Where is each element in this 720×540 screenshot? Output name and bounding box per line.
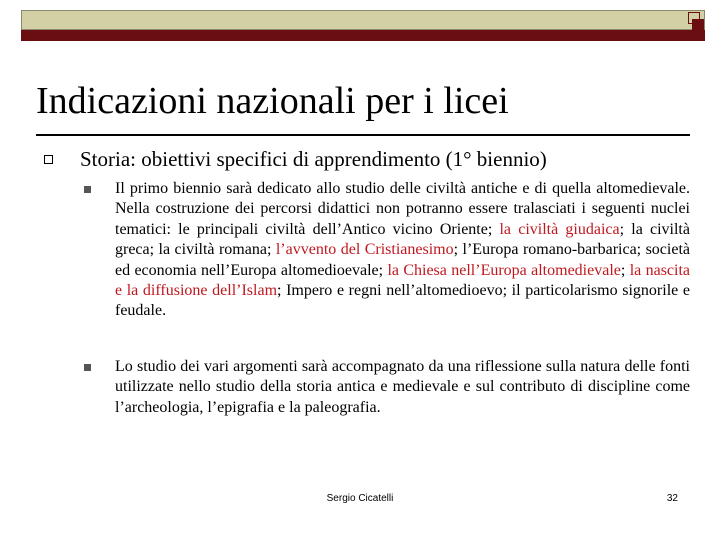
filled-square-bullet-icon [84, 364, 91, 371]
paragraph-1-text-2: ; la civiltà greca; la civiltà romana; [115, 220, 690, 259]
paragraph-1-text-3: ; l’Europa romano-barbarica; società ed economia nell’Europa altomedioevale; [115, 241, 690, 279]
paragraph-1-text-5: ; Impero e regni nell’altomedioevo; il particolarismo signorile e feudale. [115, 282, 690, 320]
square-bullet-icon [44, 155, 53, 164]
paragraph-2: Lo studio dei vari argomenti sarà accompagnato da una riflessione sulla natura delle fonti utilizzate nello studio della storia antica e medievale e sul contributo di discipline come l’archeologia, l’epigrafia e la paleografia. [115, 358, 690, 416]
paragraph-1-text-4: ; [620, 261, 630, 279]
highlight-islam: la nascita e la diffusione dell’Islam [115, 261, 691, 300]
slide-title: Indicazioni nazionali per i licei [36, 80, 509, 122]
header-bar-dark-stripe [21, 30, 705, 41]
bullet-level1-text: Storia: obiettivi specifici di apprendimento (1° biennio) [80, 147, 547, 171]
highlight-cristianesimo: l’avvento del Cristianesimo [275, 241, 454, 259]
paragraph-1 [115, 179, 690, 322]
footer-author: Sergio Cicatelli [326, 493, 394, 504]
paragraph-1-text-1: Il primo biennio sarà dedicato allo studio delle civiltà antiche e di quella altomedievale. Nella costruzione dei percorsi didattici non potranno essere tralasciati i seguenti nuclei tematici: le principali civiltà dell’Antico vicino Oriente; [115, 180, 690, 238]
header-bar [21, 10, 705, 30]
filled-square-bullet-icon [84, 186, 91, 193]
highlight-civilta-giudaica: la civiltà giudaica [499, 220, 620, 238]
title-divider [36, 134, 690, 136]
highlight-chiesa: la Chiesa nell’Europa altomedievale [387, 261, 621, 279]
page-number: 32 [666, 493, 678, 504]
header-square-filled-icon [692, 19, 704, 31]
